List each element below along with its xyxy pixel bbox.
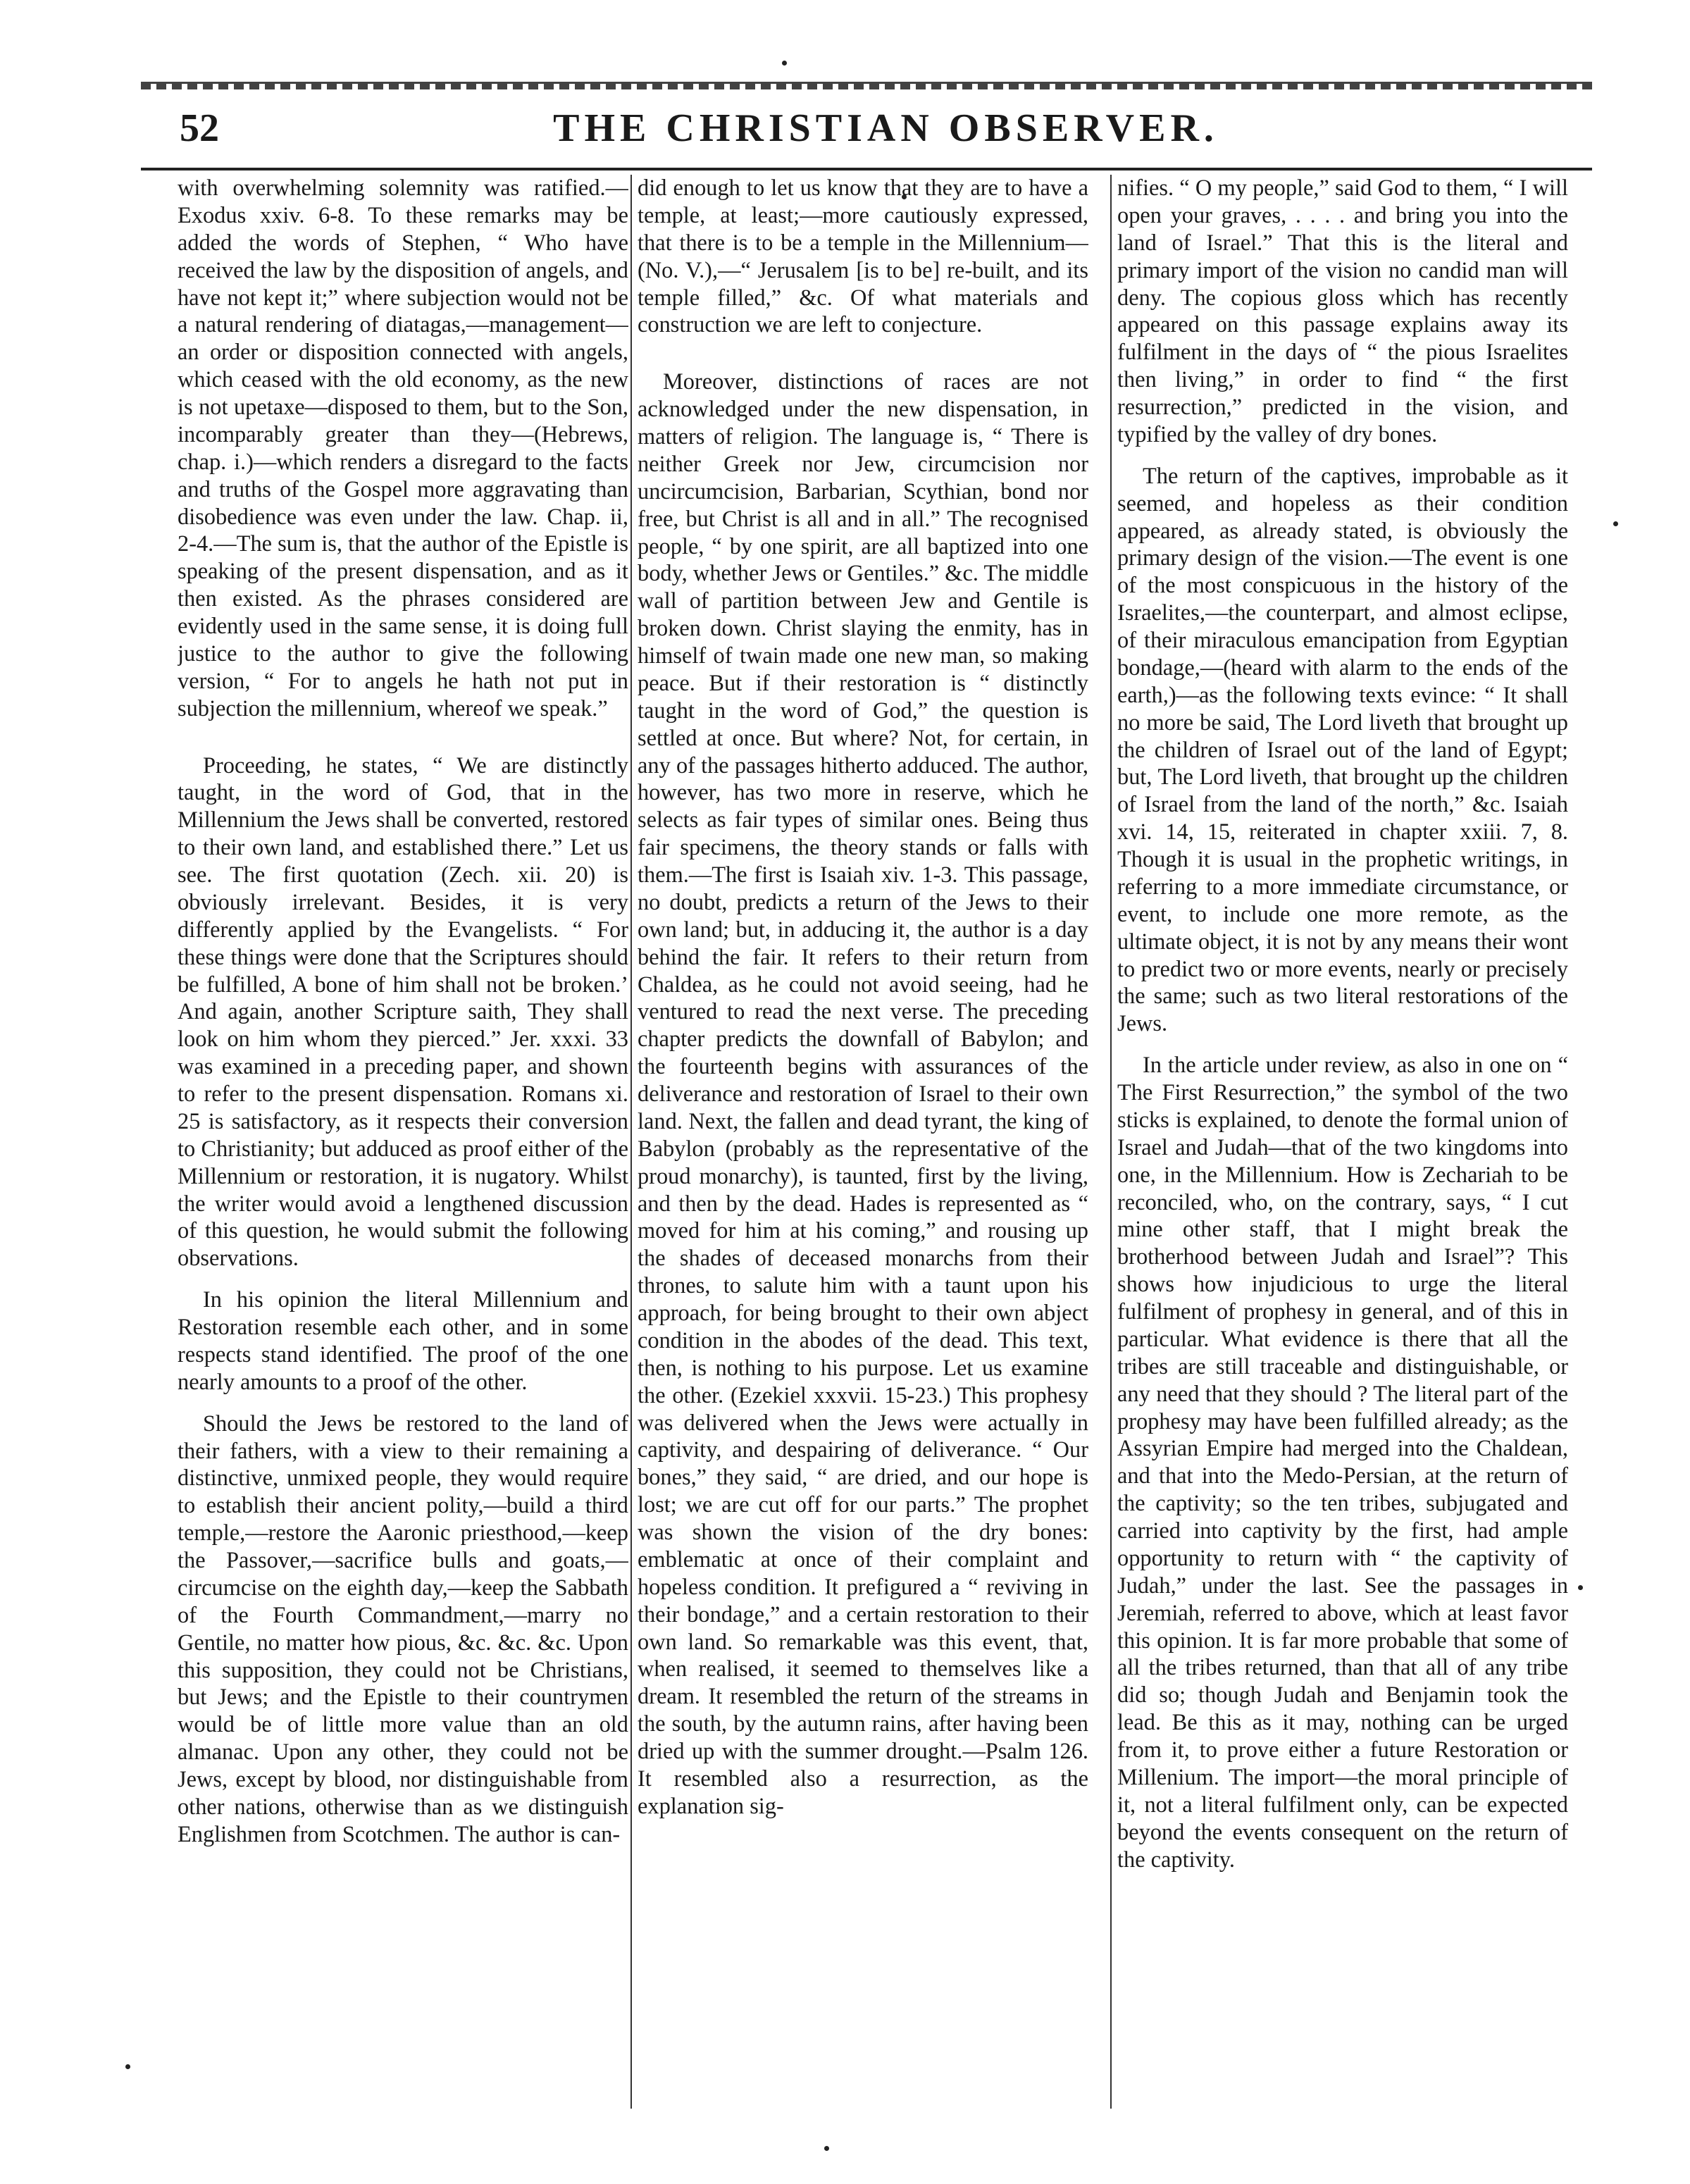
print-speck [824, 2146, 829, 2151]
decorative-top-rule [141, 82, 1592, 89]
text-column-1 [178, 175, 628, 2109]
paragraph: In the article under review, as also in one on “ The First Resurrection,” the symbol of the two sticks is explained, to denote the formal union of Israel and Judah—that of the two kingdoms into one, in the Millennium. How is Zechariah to be reconciled, who, on the contrary, says, “ I cut mine other staff, that I might break the brotherhood between Judah and Israel”? This shows how injudicious to urge the literal fulfilment of prophesy in general, and of this in particular. What evidence is there that all the tribes are still traceable and distinguishable, or any need that they should ? The literal part of the prophesy may have been fulfilled already; as the Assyrian Empire had merged into the Chaldean, and that into the Medo-Persian, at the return of the captivity; so the ten tribes, subjugated and carried into captivity by the first, had ample opportunity to return with “ the captivity of Judah,” under the last. See the passages in Jeremiah, referred to above, which at least favor this opinion. It is far more probable that some of all the tribes returned, than that all of any tribe did so; though Judah and Benjamin took the lead. Be this as it may, nothing can be urged from it, to prove either a future Restoration or Millenium. The import—the moral principle of it, not a literal fulfilment only, can be expected beyond the events consequent on the return of the captivity. [1117, 1053, 1568, 1873]
paragraph: did enough to let us know that they are to have a temple, at least;—more cautiously expressed, that there is to be a temple in the Millennium—(No. V.),—“ Jerusalem [is to be] re-built, and its temple filled,” &c. Of what materials and construction we are left to conjecture. [638, 175, 1088, 338]
print-speck [125, 2064, 130, 2069]
text-column-3 [1117, 175, 1568, 2109]
header-rule [141, 168, 1592, 170]
paragraph: with overwhelming solemnity was ratified.—Exodus xxiv. 6-8. To these remarks may be added the words of Stephen, “ Who have received the law by the disposition of angels, and have not kept it;” where subjection would not be a natural rendering of diatagas,—management—an order or disposition connected with angels, which ceased with the old economy, as the new is not upetaxe—disposed to them, but to the Son, incomparably greater than they—(Hebrews, chap. i.)—which renders a disregard to the facts and truths of the Gospel more aggravating than disobedience was even under the law. Chap. ii, 2-4.—The sum is, that the author of the Epistle is speaking of the present dispensation, and as it then existed. As the phrases considered are evidently used in the same sense, it is doing full justice to the author to give the following version, “ For to angels he hath not put in subjection the millennium, whereof we speak.” [178, 175, 628, 721]
paragraph: nifies. “ O my people,” said God to them, “ I will open your graves, . . . . and bring you into the land of Israel.” That this is the literal and primary import of the vision no candid man will deny. The copious gloss which has recently appeared on this passage explains away its fulfilment in the days of “ the pious Israelites then living,” in order to find “ the first resurrection,” predicted in the vision, and typified by the valley of dry bones. [1117, 175, 1568, 447]
paragraph: Moreover, distinctions of races are not acknowledged under the new dispensation, in matters of religion. The language is, “ There is neither Greek nor Jew, circumcision nor uncircumcision, Barbarian, Scythian, bond nor free, but Christ is all and in all.” The recognised people, “ by one spirit, are all baptized into one body, whether Jews or Gentiles.” &c. The middle wall of partition between Jew and Gentile is broken down. Christ slaying the enmity, has in himself of twain made one new man, so making peace. But if their restoration is “ distinctly taught in the word of God,” the question is settled at once. But where? Not, for certain, in any of the passages hitherto adduced. The author, however, has two more in reserve, which he selects as fair types of similar ones. Being thus fair specimens, the theory stands or falls with them.—The first is Isaiah xiv. 1-3. This passage, no doubt, predicts a return of the Jews to their own land; but, in adducing it, the author is a day behind the fair. It refers to their return from Chaldea, as he could not avoid seeing, had he ventured to read the next verse. The preceding chapter predicts the downfall of Babylon; and the fourteenth begins with assurances of the deliverance and restoration of Israel to their own land. Next, the fallen and dead tyrant, the king of Babylon (probably as the representative of the proud monarchy), is taunted, first by the living, and then by the dead. Hades is represented as “ moved for him at his coming,” and rousing up the shades of deceased monarchs from their thrones, to salute him with a taunt upon his approach, for being brought to their own abject condition in the abodes of the dead. This text, then, is nothing to his purpose. Let us examine the other. (Ezekiel xxxvii. 15-23.) This prophesy was delivered when the Jews were actually in captivity, and despairing of deliverance. “ Our bones,” they said, “ are dried, and our hope is lost; we are cut off for our parts.” The prophet was shown the vision of the dry bones: emblematic at once of their complaint and hopeless condition. It prefigured a “ reviving in their bondage,” and a certain restoration to their own land. So remarkable was this event, that, when realised, it seemed to themselves like a dream. It resembled the return of the streams in the south, by the autumn rains, after having been dried up with the summer drought.—Psalm 126. It resembled also a resurrection, as the explanation sig- [638, 369, 1088, 1819]
paragraph: The return of the captives, improbable as it seemed, and hopeless as their condition appeared, as already stated, is obviously the primary design of the vision.—The event is one of the most conspicuous in the history of the Israelites,—the counterpart, and almost eclipse, of their miraculous emancipation from Egyptian bondage,—(heard with alarm to the ends of the earth,)—as the following texts evince: “ It shall no more be said, The Lord liveth that brought up the children of Israel out of the land of Egypt; but, The Lord liveth, that brought up the children of Israel from the land of the north,” &c. Isaiah xvi. 14, 15, reiterated in chapter xxiii. 7, 8. Though it is usual in the prophetic writings, in referring to a more immediate circumstance, or event, to include one more remote, as the ultimate object, it is not by any means their wont to predict two or more events, nearly or precisely the same; such as two literal restorations of the Jews. [1117, 463, 1568, 1037]
column-divider [630, 175, 632, 2109]
print-speck [1578, 1585, 1583, 1590]
print-speck [782, 61, 787, 66]
page-number: 52 [180, 106, 219, 150]
paragraph: Should the Jews be restored to the land of their fathers, with a view to their remaining a distinctive, unmixed people, they would require to establish their ancient polity,—build a third temple,—restore the Aaronic priesthood,—keep the Passover,—sacrifice bulls and goats,—circumcise on the eighth day,—keep the Sabbath of the Fourth Commandment,—marry no Gentile, no matter how pious, &c. &c. &c. Upon this supposition, they could not be Christians, but Jews; and the Epistle to their countrymen would be of little more value than an old almanac. Upon any other, they could not be Jews, except by blood, nor distinguishable from other nations, otherwise than as we distinguish Englishmen from Scotchmen. The author is can- [178, 1410, 628, 1847]
paragraph: In his opinion the literal Millennium and Restoration resemble each other, and in some respects stand identified. The proof of the one nearly amounts to a proof of the other. [178, 1287, 628, 1395]
page-header [180, 106, 1592, 169]
print-speck [1613, 521, 1618, 526]
column-divider [1110, 175, 1112, 2109]
paragraph: Proceeding, he states, “ We are distinctly taught, in the word of God, that in the Millennium the Jews shall be converted, restored to their own land, and established there.” Let us see. The first quotation (Zech. xii. 20) is obviously irrelevant. Besides, it is very differently applied by the Evangelists. “ For these things were done that the Scriptures should be fulfilled, A bone of him shall not be broken.’ And again, another Scripture saith, They shall look on him whom they pierced.” Jer. xxxi. 33 was examined in a preceding paper, and shown to refer to the present dispensation. Romans xi. 25 is satisfactory, as it respects their conversion to Christianity; but adduced as proof either of the Millennium or restoration, it is nugatory. Whilst the writer would avoid a lengthened discussion of this question, he would submit the following observations. [178, 752, 628, 1272]
journal-title: THE CHRISTIAN OBSERVER. [553, 106, 1219, 150]
text-column-2 [638, 175, 1088, 2109]
